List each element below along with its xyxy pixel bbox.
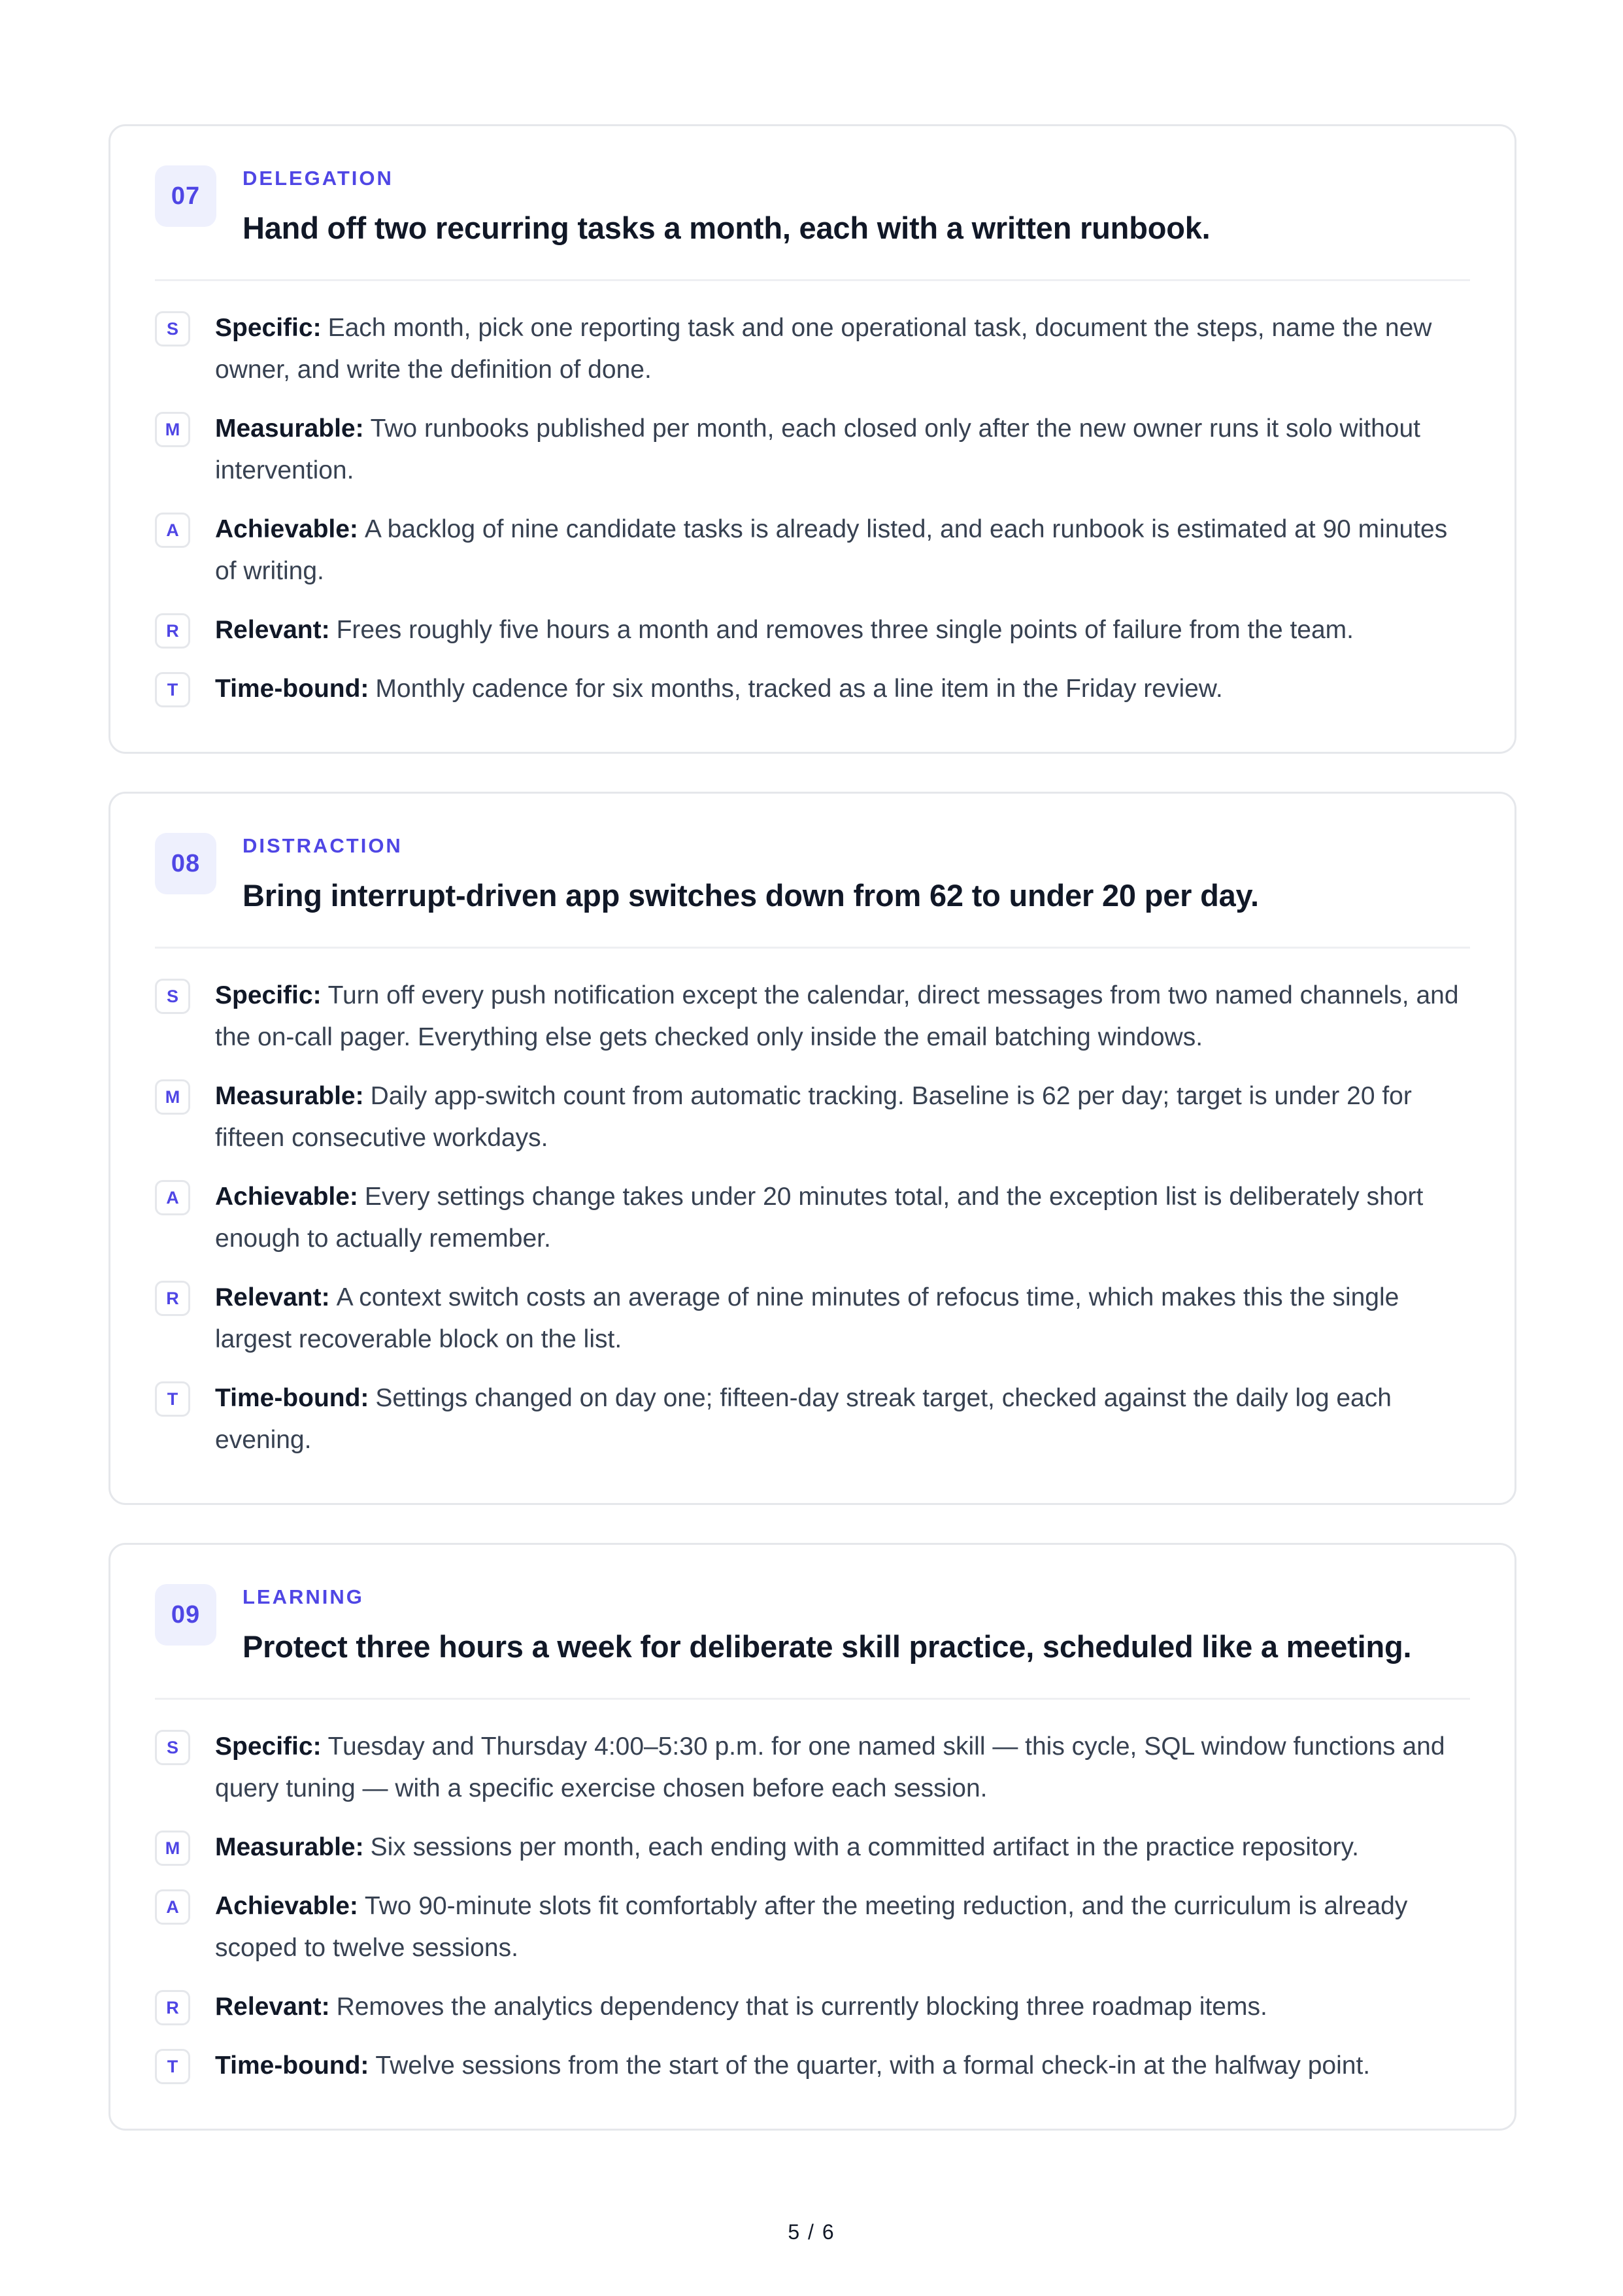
goal-category: DISTRACTION [243,834,403,857]
criterion-letter-badge: M [155,412,190,447]
smart-criteria-list [155,1726,1470,2087]
criterion-time-bound [155,1377,1470,1461]
criterion-measurable [155,408,1470,492]
divider [155,279,1470,281]
criterion-text: Monthly cadence for six months, tracked as a line item in the Friday review. [375,675,1223,703]
criterion-label: Measurable: [215,1082,364,1110]
criterion-text: Daily app-switch count from automatic tracking. Baseline is 62 per day; target is under 20 for fifteen consecutive workdays. [215,1082,1412,1152]
criterion-label: Relevant: [215,1993,330,2021]
goals-page [109,124,1516,2169]
criterion-letter-badge: R [155,1281,190,1316]
goal-category: DELEGATION [243,167,393,190]
criterion-label: Achievable: [215,1183,358,1211]
criterion-body [215,609,1354,651]
criterion-specific [155,307,1470,391]
goal-title: Bring interrupt-driven app switches down from 62 to under 20 per day. [243,878,1259,913]
criterion-letter-badge: S [155,979,190,1014]
criterion-body [215,1986,1267,2028]
criterion-body [215,1176,1470,1260]
criterion-letter-badge: M [155,1079,190,1115]
criterion-body [215,2045,1370,2087]
criterion-label: Relevant: [215,616,330,644]
criterion-body [215,1277,1470,1360]
criterion-text: A context switch costs an average of nine minutes of refocus time, which makes this the single largest recoverable block on the list. [215,1283,1399,1353]
goal-card-distraction [109,792,1516,1505]
criterion-letter-badge: S [155,311,190,346]
criterion-body [215,1827,1359,1868]
page-indicator: 5 / 6 [788,2220,835,2244]
goal-card-learning [109,1543,1516,2131]
criterion-text: Two 90-minute slots fit comfortably after the meeting reduction, and the curriculum is already scoped to twelve sessions. [215,1892,1408,1962]
criterion-letter-badge: A [155,513,190,548]
criterion-label: Time-bound: [215,1384,369,1412]
goal-category: LEARNING [243,1585,364,1608]
criterion-text: Turn off every push notification except the calendar, direct messages from two named channels, and the on-call pager. Everything else gets checked only inside the email batching windows. [215,981,1459,1051]
goal-number-badge: 08 [155,833,216,894]
goal-card-delegation [109,124,1516,754]
criterion-time-bound [155,668,1470,710]
criterion-body [215,408,1470,492]
divider [155,1698,1470,1700]
criterion-specific [155,1726,1470,1810]
criterion-measurable [155,1827,1470,1868]
criterion-label: Specific: [215,981,322,1009]
criterion-label: Achievable: [215,1892,358,1920]
criterion-letter-badge: T [155,1381,190,1417]
goal-heading [243,1583,1411,1666]
criterion-body [215,975,1470,1058]
criterion-letter-badge: T [155,672,190,707]
criterion-text: Each month, pick one reporting task and one operational task, document the steps, name the new owner, and write the definition of done. [215,314,1432,384]
criterion-achievable [155,1885,1470,1969]
criterion-label: Specific: [215,1732,322,1761]
criterion-body [215,1885,1470,1969]
criterion-label: Measurable: [215,414,364,443]
goal-title: Protect three hours a week for deliberate skill practice, scheduled like a meeting. [243,1629,1412,1664]
criterion-relevant [155,1277,1470,1360]
criterion-body [215,1377,1470,1461]
goal-card-header [155,164,1470,248]
goal-card-header [155,832,1470,915]
criterion-text: Frees roughly five hours a month and removes three single points of failure from the team. [336,616,1354,644]
criterion-letter-badge: R [155,613,190,649]
criterion-letter-badge: M [155,1831,190,1866]
criterion-text: Every settings change takes under 20 minutes total, and the exception list is deliberately short enough to actually remember. [215,1183,1424,1253]
criterion-text: Six sessions per month, each ending with a committed artifact in the practice repository. [370,1833,1359,1861]
goal-number-badge: 07 [155,165,216,227]
criterion-text: Tuesday and Thursday 4:00–5:30 p.m. for one named skill — this cycle, SQL window functions and query tuning — with a specific exercise chosen before each session. [215,1732,1445,1802]
criterion-letter-badge: A [155,1889,190,1925]
criterion-text: Twelve sessions from the start of the quarter, with a formal check-in at the halfway point. [375,2051,1371,2080]
criterion-relevant [155,1986,1470,2028]
goal-heading [243,832,1259,915]
criterion-letter-badge: R [155,1990,190,2025]
criterion-text: Settings changed on day one; fifteen-day streak target, checked against the daily log each evening. [215,1384,1392,1454]
criterion-letter-badge: T [155,2049,190,2084]
goal-card-header [155,1583,1470,1666]
goal-number-badge: 09 [155,1584,216,1646]
criterion-text: Two runbooks published per month, each closed only after the new owner runs it solo without intervention. [215,414,1421,484]
criterion-measurable [155,1075,1470,1159]
smart-criteria-list [155,307,1470,710]
criterion-body [215,668,1223,710]
criterion-label: Time-bound: [215,675,369,703]
criterion-label: Relevant: [215,1283,330,1311]
criterion-text: Removes the analytics dependency that is currently blocking three roadmap items. [336,1993,1267,2021]
criterion-time-bound [155,2045,1470,2087]
criterion-text: A backlog of nine candidate tasks is already listed, and each runbook is estimated at 90 minutes of writing. [215,515,1448,585]
criterion-letter-badge: A [155,1180,190,1215]
goal-title: Hand off two recurring tasks a month, each with a written runbook. [243,211,1211,245]
criterion-achievable [155,509,1470,592]
criterion-body [215,1075,1470,1159]
criterion-body [215,307,1470,391]
criterion-body [215,1726,1470,1810]
smart-criteria-list [155,975,1470,1461]
criterion-label: Measurable: [215,1833,364,1861]
criterion-specific [155,975,1470,1058]
criterion-body [215,509,1470,592]
divider [155,947,1470,949]
goal-heading [243,164,1211,248]
criterion-achievable [155,1176,1470,1260]
criterion-relevant [155,609,1470,651]
criterion-label: Time-bound: [215,2051,369,2080]
criterion-label: Achievable: [215,515,358,543]
criterion-label: Specific: [215,314,322,342]
criterion-letter-badge: S [155,1730,190,1765]
